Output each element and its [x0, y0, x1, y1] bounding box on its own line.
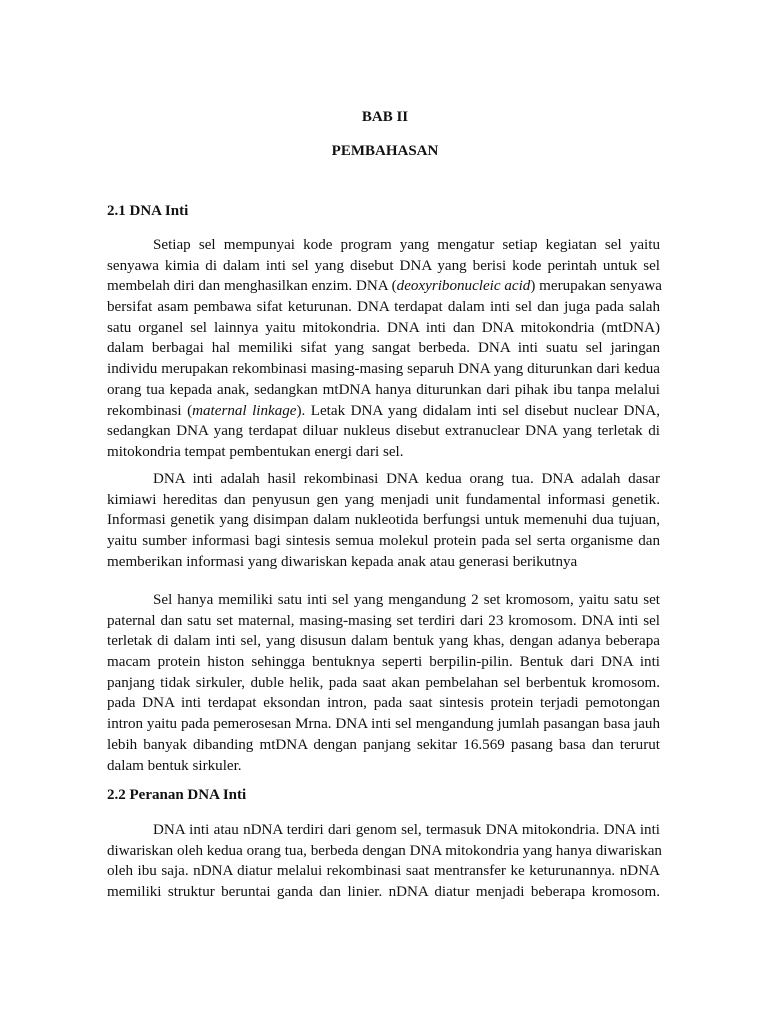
italic-term: deoxyribonucleic acid [396, 278, 531, 295]
section-heading-2-2: 2.2 Peranan DNA Inti [107, 787, 247, 803]
chapter-number: BAB II [361, 109, 409, 125]
text-line: orang tua kepada anak, sedangkan mtDNA hanya diturunkan dari pihak ibu tanpa melalui [107, 381, 660, 398]
chapter-title: PEMBAHASAN [331, 143, 439, 159]
text-line: individu merupakan rekombinasi masing-masing separuh DNA yang diturunkan dari kedua [107, 361, 660, 378]
text-line: dalam berbagai hal memiliki sifat yang sangat berbeda. DNA inti suatu sel jaringan [107, 340, 660, 357]
paragraph [107, 820, 660, 903]
text-line: senyawa kimia di dalam inti sel yang disebut DNA yang berisi kode perintah untuk sel [107, 257, 660, 274]
text-run: ) merupakan senyawa [530, 278, 662, 295]
text-run: rekombinasi ( [107, 402, 193, 419]
text-line: terletak di dalam inti sel, yang disusun dalam bentuk yang khas, dengan adanya beberapa [107, 633, 660, 650]
text-line: paternal dan satu set maternal, masing-masing set terdiri dari 23 kromosom. DNA inti sel [107, 612, 660, 629]
text-line: yaitu sumber informasi bagi sintesis semua molekul protein pada sel serta organisme dan [107, 533, 660, 550]
text-line: DNA inti adalah hasil rekombinasi DNA kedua orang tua. DNA adalah dasar [153, 471, 660, 487]
text-line: satu organel sel lainnya yaitu mitokondria. DNA inti dan DNA mitokondria (mtDNA) [107, 319, 660, 336]
text-line [107, 276, 660, 297]
text-line: DNA inti atau nDNA terdiri dari genom sel, termasuk DNA mitokondria. DNA inti [153, 822, 660, 838]
text-line [107, 401, 660, 422]
text-line: Informasi genetik yang disimpan dalam nukleotida berfungsi untuk memenuhi dua tujuan, [107, 512, 660, 529]
text-line: Setiap sel mempunyai kode program yang mengatur setiap kegiatan sel yaitu [153, 237, 660, 253]
text-line: bersifat asam pembawa sifat keturunan. DNA terdapat dalam inti sel dan juga pada salah [107, 299, 660, 316]
text-line: macam protein histon sehingga bentuknya seperti berpilin-pilin. Bentuk dari DNA inti [107, 654, 660, 671]
text-line: pada DNA inti terdapat eksondan intron, pada saat sintesis protein terjadi pemotongan [107, 695, 660, 712]
text-line: oleh ibu saja. nDNA diatur melalui rekombinasi saat mentransfer ke keturunannya. nDNA [107, 863, 660, 880]
text-run: membelah diri dan menghasilkan enzim. DNA ( [107, 278, 397, 295]
text-run: ). Letak DNA yang didalam inti sel disebut nuclear DNA, [296, 402, 661, 419]
paragraph [107, 590, 660, 776]
text-line: intron yaitu pada pemerosesan Mrna. DNA inti sel mengandung jumlah pasangan basa jauh [107, 716, 660, 733]
text-line: Sel hanya memiliki satu inti sel yang mengandung 2 set kromosom, yaitu satu set [153, 592, 660, 608]
paragraph [107, 235, 660, 463]
text-line: mitokondria tempat pembentukan energi dari sel. [107, 443, 404, 460]
text-line: lebih banyak dibanding mtDNA dengan panjang sekitar 16.569 pasang basa dan terurut [107, 736, 660, 753]
paragraph [107, 469, 660, 572]
text-line: kimiawi hereditas dan penyusun gen yang menjadi unit fundamental informasi genetik. [107, 491, 660, 508]
section-heading-2-1: 2.1 DNA Inti [107, 203, 189, 219]
text-line: dalam bentuk sirkuler. [107, 757, 242, 774]
text-line: sedangkan DNA yang terdapat diluar nukleus disebut extranuclear DNA yang terletak di [107, 423, 660, 440]
text-line: diwariskan oleh kedua orang tua, berbeda dengan DNA mitokondria yang hanya diwariskan [107, 842, 662, 859]
text-line: memberikan informasi yang diwariskan kepada anak atau generasi berikutnya [107, 553, 578, 570]
italic-term: maternal linkage [192, 402, 297, 419]
text-line: panjang tidak sirkuler, duble helik, pada saat akan pembelahan sel berbentuk kromosom. [107, 674, 660, 691]
text-line: memiliki struktur beruntai ganda dan linier. nDNA diatur menjadi beberapa kromosom. [107, 884, 660, 901]
